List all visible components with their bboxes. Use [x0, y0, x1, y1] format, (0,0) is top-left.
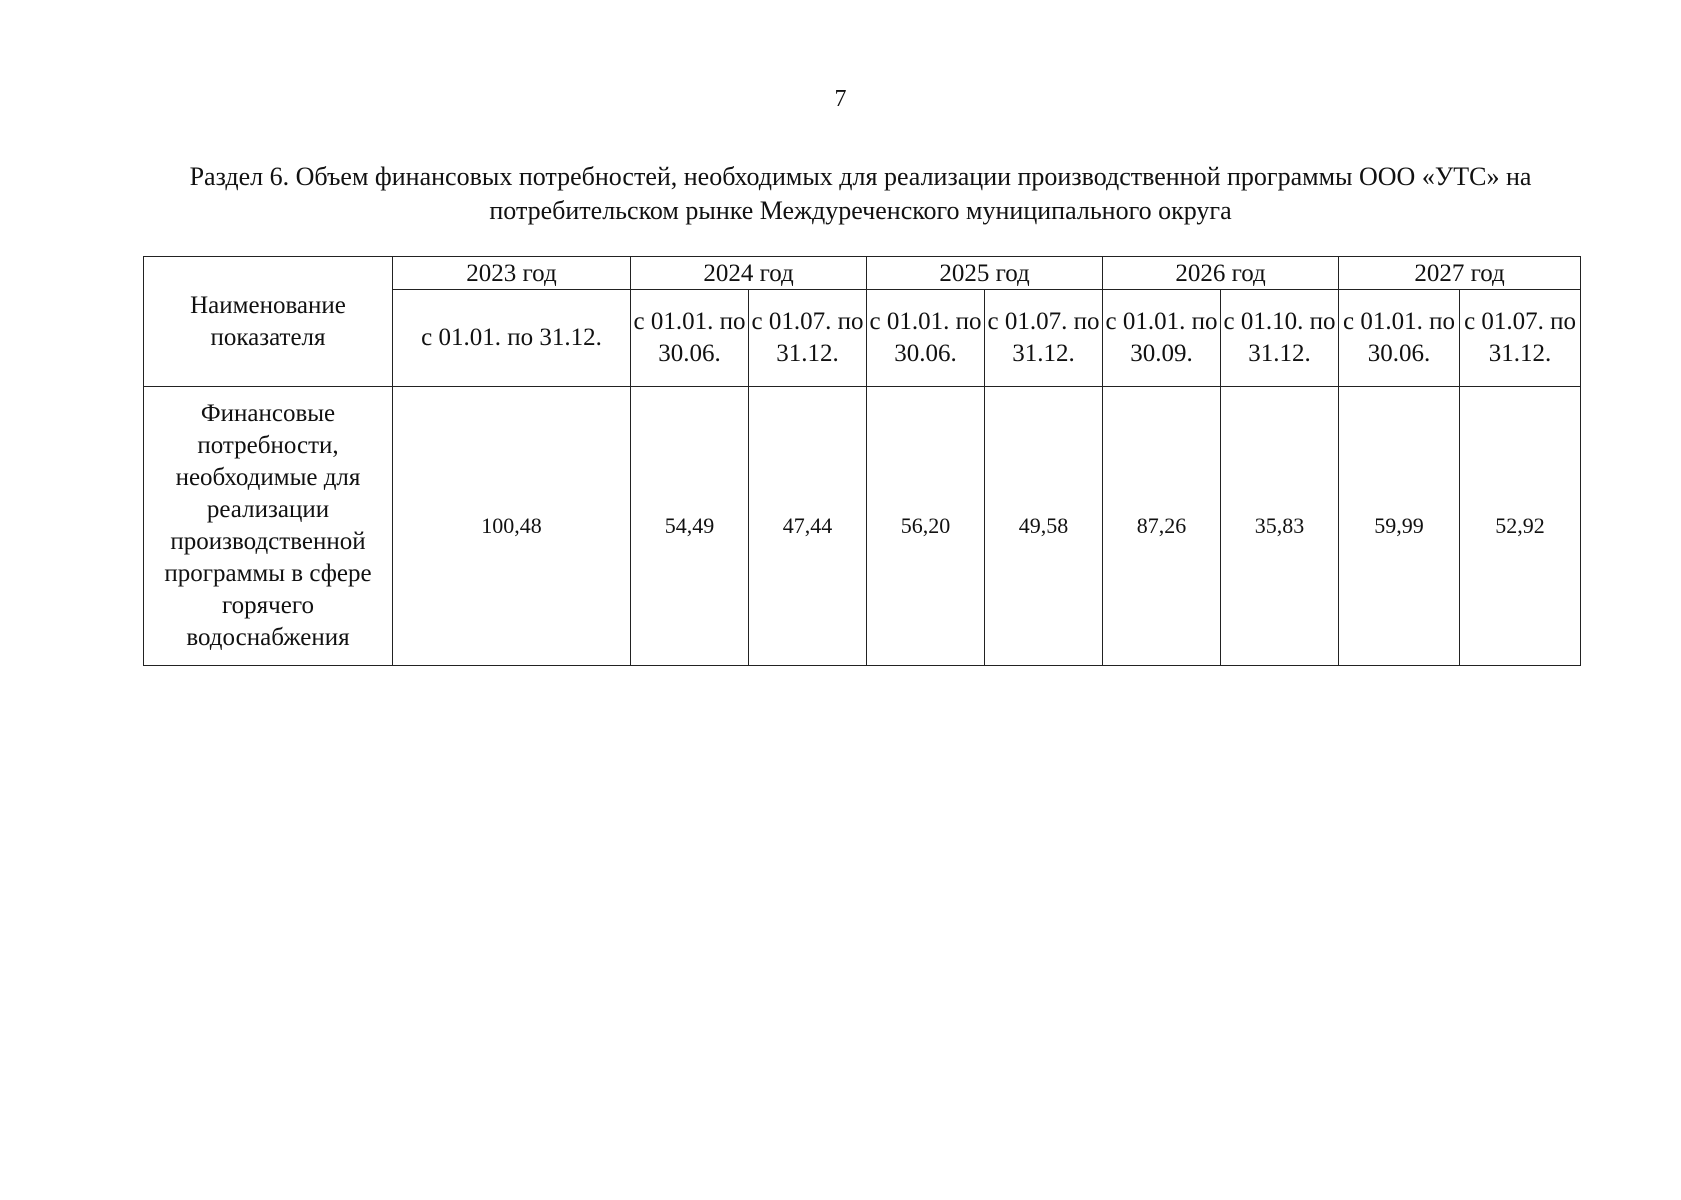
- period-header: с 01.07. по 31.12.: [749, 290, 867, 387]
- section-title-line-2: потребительском рынке Междуреченского муниципального округа: [489, 196, 1232, 225]
- page-number: 7: [834, 86, 847, 112]
- year-header-2023: 2023 год: [393, 257, 631, 290]
- period-header: с 01.01. по 30.06.: [631, 290, 749, 387]
- value-cell: 52,92: [1460, 387, 1581, 666]
- period-header: с 01.01. по 31.12.: [393, 290, 631, 387]
- period-header: с 01.10. по 31.12.: [1221, 290, 1339, 387]
- year-header-2025: 2025 год: [867, 257, 1103, 290]
- period-header: с 01.07. по 31.12.: [985, 290, 1103, 387]
- table-row: [144, 387, 1581, 666]
- value-cell: 49,58: [985, 387, 1103, 666]
- value-cell: 54,49: [631, 387, 749, 666]
- period-header: с 01.01. по 30.06.: [867, 290, 985, 387]
- year-header-2024: 2024 год: [631, 257, 867, 290]
- section-title: [120, 160, 1601, 228]
- period-header: с 01.07. по 31.12.: [1460, 290, 1581, 387]
- value-cell: 47,44: [749, 387, 867, 666]
- year-header-2026: 2026 год: [1103, 257, 1339, 290]
- value-cell: 100,48: [393, 387, 631, 666]
- year-header-2027: 2027 год: [1339, 257, 1581, 290]
- value-cell: 59,99: [1339, 387, 1460, 666]
- year-header-row: [144, 257, 1581, 290]
- indicator-name-cell: Финансовые потребности, необходимые для реализации производственной программы в сфере горячего водоснабжения: [144, 387, 393, 666]
- period-header: с 01.01. по 30.09.: [1103, 290, 1221, 387]
- indicator-name-header: Наименование показателя: [144, 257, 393, 387]
- value-cell: 87,26: [1103, 387, 1221, 666]
- value-cell: 35,83: [1221, 387, 1339, 666]
- value-cell: 56,20: [867, 387, 985, 666]
- section-title-line-1: Раздел 6. Объем финансовых потребностей, необходимых для реализации производственной программы ООО «УТС» на: [189, 162, 1532, 191]
- financial-needs-table: [143, 256, 1581, 666]
- period-header: с 01.01. по 30.06.: [1339, 290, 1460, 387]
